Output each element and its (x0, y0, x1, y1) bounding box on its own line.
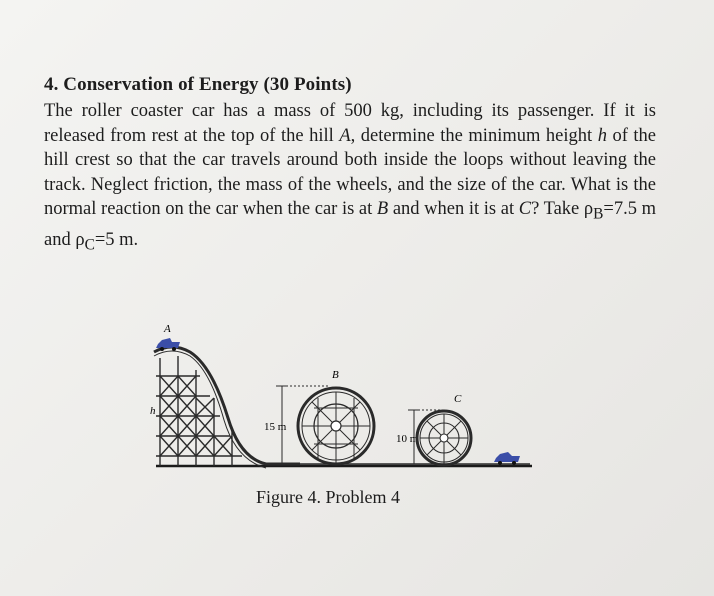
hill-scaffold (156, 356, 242, 466)
figure-caption: Figure 4. Problem 4 (256, 487, 400, 507)
var-a: A (339, 125, 351, 146)
dim-15-label: 15 m (264, 421, 287, 433)
sub-b: B (593, 206, 604, 224)
text-part-4: and when it is at (388, 199, 519, 220)
loop-b (298, 388, 374, 464)
label-b: B (332, 369, 339, 381)
text-part-7: =5 m. (94, 229, 139, 250)
dim-10-label: 10 m (396, 433, 419, 445)
problem-statement (44, 99, 656, 258)
var-c: C (518, 199, 532, 220)
loop-c (417, 411, 471, 465)
hill-track (154, 347, 300, 464)
car-end (494, 452, 520, 465)
text-part-5: ? Take ρ (531, 199, 594, 220)
hill-track-inner (154, 351, 266, 468)
text-part-2: , determine the minimum height (350, 125, 598, 146)
roller-coaster-figure (150, 318, 550, 484)
text-part-3: of the hill crest so that the car travels around both inside the loops without leaving the track. Neglect friction, the mass of the wheels, and the size of the car. What is the normal reaction on the car when the car is at (44, 125, 657, 220)
text-part-6: =7.5 m and ρ (44, 199, 656, 250)
label-a: A (164, 323, 171, 335)
var-b: B (376, 199, 389, 220)
text-part-1: The roller coaster car has a mass of 500 kg, including its passenger. If it is released from rest at the top of the hill (44, 101, 656, 146)
var-h: h (597, 125, 607, 146)
problem-title: 4. Conservation of Energy (30 Points) (44, 74, 352, 95)
sub-c: C (84, 236, 95, 254)
label-h: h (150, 405, 156, 417)
label-c: C (454, 393, 462, 405)
